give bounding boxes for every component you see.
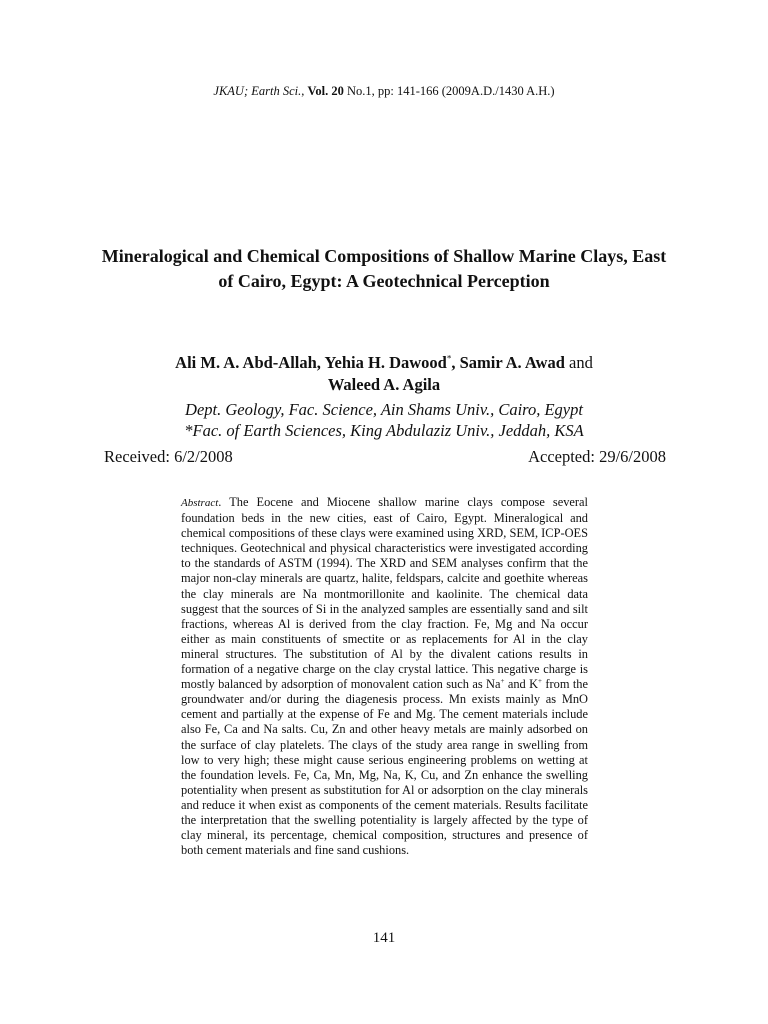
accepted-date: Accepted: 29/6/2008 bbox=[528, 447, 666, 466]
abstract-text-3: from the groundwater and/or during the diagenesis process. Mn exists mainly as MnO cement and partially at the expense of Fe and Mg. The cement materials include also Fe, Ca and Na salts. Cu, Zn and other heavy metals are mainly adsorbed on the surface of clay platelets. The clays of the study area range in swelling from low to very high; these might cause serious engineering problems on wetting at the foundation levels. Fe, Ca, Mn, Mg, Na, K, Cu, and Zn enhance the swelling potentiality when present as substitution for Al or adsorption on the clay minerals and reduce it when exist as components of the cement materials. Results facilitate the interpretation that the swelling potentiality is largely affected by the type of clay mineral, its percentage, chemical composition, structures and presence of both cement materials and fine sand cushions. bbox=[181, 677, 588, 858]
author-names-1: Ali M. A. Abd-Allah, Yehia H. Dawood bbox=[175, 353, 447, 372]
author-names-3: Waleed A. Agila bbox=[327, 375, 441, 394]
abstract-label: Abstract bbox=[181, 497, 219, 509]
abstract-sup-1: + bbox=[500, 677, 505, 685]
page-number: 141 bbox=[372, 930, 396, 946]
author-and: and bbox=[564, 353, 593, 372]
affiliation-2: *Fac. of Earth Sciences, King Abdulaziz Univ., Jeddah, KSA bbox=[184, 421, 584, 440]
abstract-text-1: . The Eocene and Miocene shallow marine clays compose several foundation beds in the new cities, east of Cairo, Egypt. Mineralogical and chemical compositions of these clays were examined using XRD, SEM, ICP-OES techniques. Geotechnical and physical characteristics were investigated according to the standards of ASTM (1994). The XRD and SEM analyses confirm that the major non-clay minerals are quartz, halite, feldspars, calcite and goethite whereas the clay minerals are Na montmorillonite and kaolinite. The chemical data suggest that the sources of Si in the analyzed samples are essentially sand and silt fractions, whereas Al is derived from the clay fraction. Fe, Mg and Na occur either as main constituents of smectite or as replacements for Al in the clay mineral structures. The substitution of Al by the divalent cations results in formation of a negative charge on the clay crystal lattice. This negative charge is mostly balanced by adsorption of monovalent cation such as Na bbox=[181, 495, 588, 692]
journal-sep: , bbox=[301, 84, 308, 98]
journal-header bbox=[0, 84, 768, 99]
received-date: Received: 6/2/2008 bbox=[104, 447, 233, 466]
abstract-sup-2: + bbox=[538, 677, 542, 685]
abstract-text-2: and K bbox=[504, 677, 539, 692]
affiliations bbox=[60, 399, 708, 441]
author-names-2: , Samir A. Awad bbox=[451, 353, 565, 372]
journal-name: JKAU; Earth Sci. bbox=[213, 84, 302, 98]
paper-title: Mineralogical and Chemical Compositions of Shallow Marine Clays, East of Cairo, Egypt: A Geotechnical Perception bbox=[101, 246, 667, 291]
journal-volume: Vol. 20 bbox=[307, 84, 344, 98]
affiliation-1: Dept. Geology, Fac. Science, Ain Shams Univ., Cairo, Egypt bbox=[185, 400, 583, 419]
author-list bbox=[60, 352, 708, 396]
journal-issue-pages: No.1, pp: 141-166 (2009A.D./1430 A.H.) bbox=[343, 84, 555, 98]
abstract bbox=[181, 495, 588, 858]
author-footnote-mark: * bbox=[446, 353, 452, 364]
